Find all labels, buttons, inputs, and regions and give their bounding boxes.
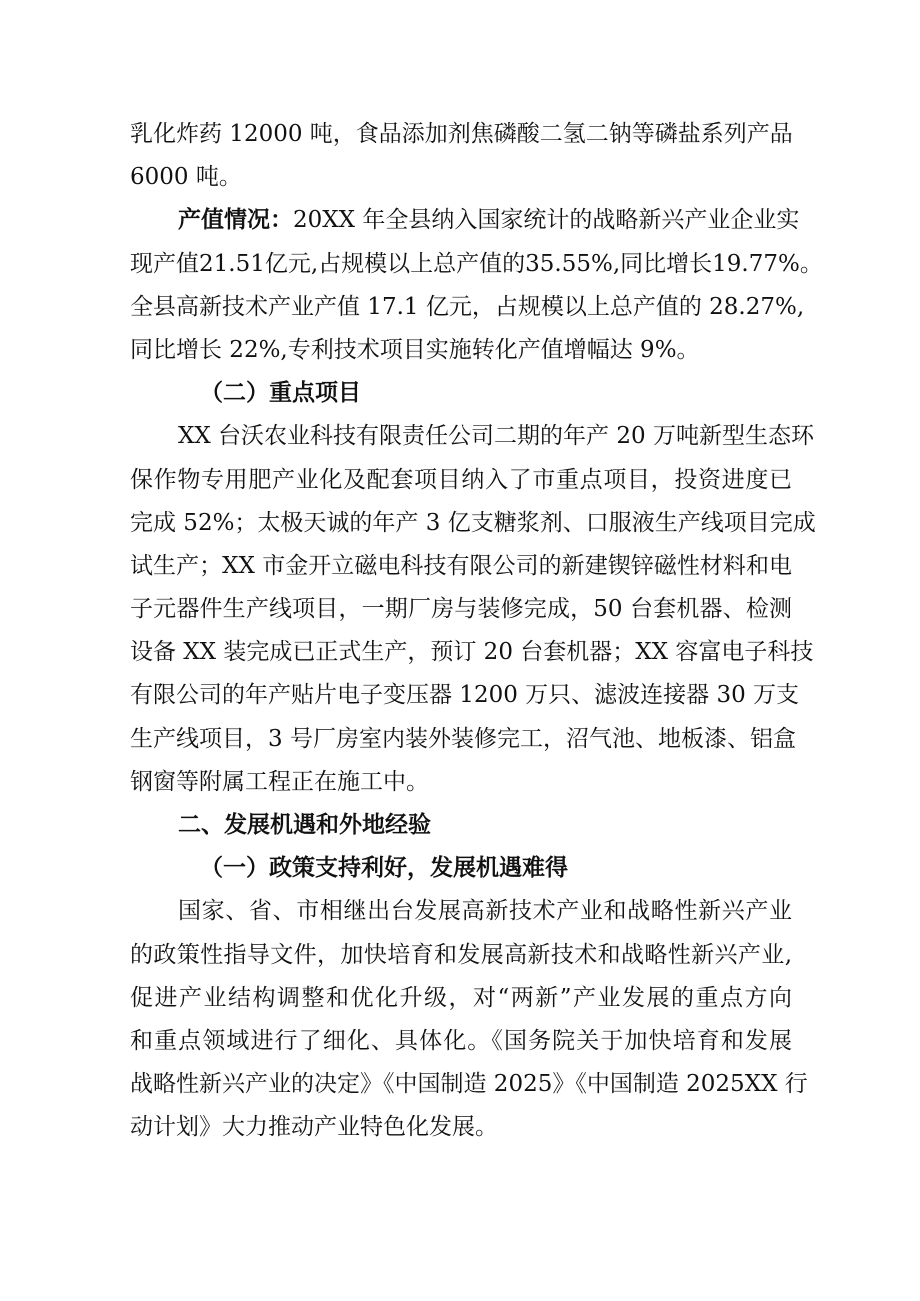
text-line: 生产线项目，3 号厂房室内装外装修完工，沼气池、地板漆、铝盒 (130, 725, 796, 752)
text-line: 子元器件生产线项目，一期厂房与装修完成，50 台套机器、检测 (130, 596, 792, 623)
text-fragment: 20XX 年全县纳入国家统计的战略新兴产业企业实 (293, 207, 800, 234)
text-line: 促进产业结构调整和优化升级，对“两新”产业发展的重点方向 (130, 984, 792, 1011)
paragraph-key-projects (130, 415, 816, 804)
chapter-heading-opportunities: 二、发展机遇和外地经验 (178, 812, 431, 838)
text-line: 和重点领域进行了细化、具体化。《国务院关于加快培育和发展 (130, 1027, 792, 1054)
text-line: 有限公司的年产贴片电子变压器 1200 万只、滤波连接器 30 万支 (130, 682, 800, 709)
section-heading-key-projects: （二）重点项目 (200, 380, 361, 407)
text-line: XX 台沃农业科技有限责任公司二期的年产 20 万吨新型生态环 (178, 423, 814, 450)
text-line: 的政策性指导文件，加快培育和发展高新技术和战略性新兴产业, (130, 941, 792, 968)
text-line: 6000 吨。 (130, 164, 242, 191)
text-line: 动计划》大力推动产业特色化发展。 (130, 1114, 498, 1141)
paragraph-policy (130, 890, 808, 1149)
text-line: 现产值21.51亿元,占规模以上总产值的35.55%,同比增长19.77%。 (130, 250, 823, 277)
text-line: 乳化炸药 12000 吨，食品添加剂焦磷酸二氢二钠等磷盐系列产品 (130, 121, 793, 147)
text-line: 钢窗等附属工程正在施工中。 (130, 768, 429, 795)
document-page (130, 113, 823, 1150)
section-heading-policy-support: （一）政策支持利好，发展机遇难得 (200, 855, 568, 882)
text-line: 完成 52%；太极天诚的年产 3 亿支糖浆剂、口服液生产线项目完成 (130, 509, 816, 536)
text-line (130, 199, 800, 242)
text-line: 战略性新兴产业的决定》《中国制造 2025》《中国制造 2025XX 行 (130, 1071, 808, 1098)
text-line: 全县高新技术产业产值 17.1 亿元，占规模以上总产值的 28.27%, (130, 293, 805, 320)
text-line: 设备 XX 装完成已正式生产，预订 20 台套机器；XX 容富电子科技 (130, 639, 814, 666)
paragraph-lead-label: 产值情况： (178, 207, 293, 234)
text-line: 试生产；XX 市金开立磁电科技有限公司的新建锲锌磁性材料和电 (130, 552, 792, 579)
paragraph-product-output (130, 113, 792, 199)
paragraph-output-value (130, 199, 823, 372)
text-line: 保作物专用肥产业化及配套项目纳入了市重点项目，投资进度已 (130, 466, 792, 493)
text-line: 国家、省、市相继出台发展高新技术产业和战略性新兴产业 (178, 898, 792, 925)
text-line: 同比增长 22%,专利技术项目实施转化产值增幅达 9%。 (130, 336, 700, 363)
